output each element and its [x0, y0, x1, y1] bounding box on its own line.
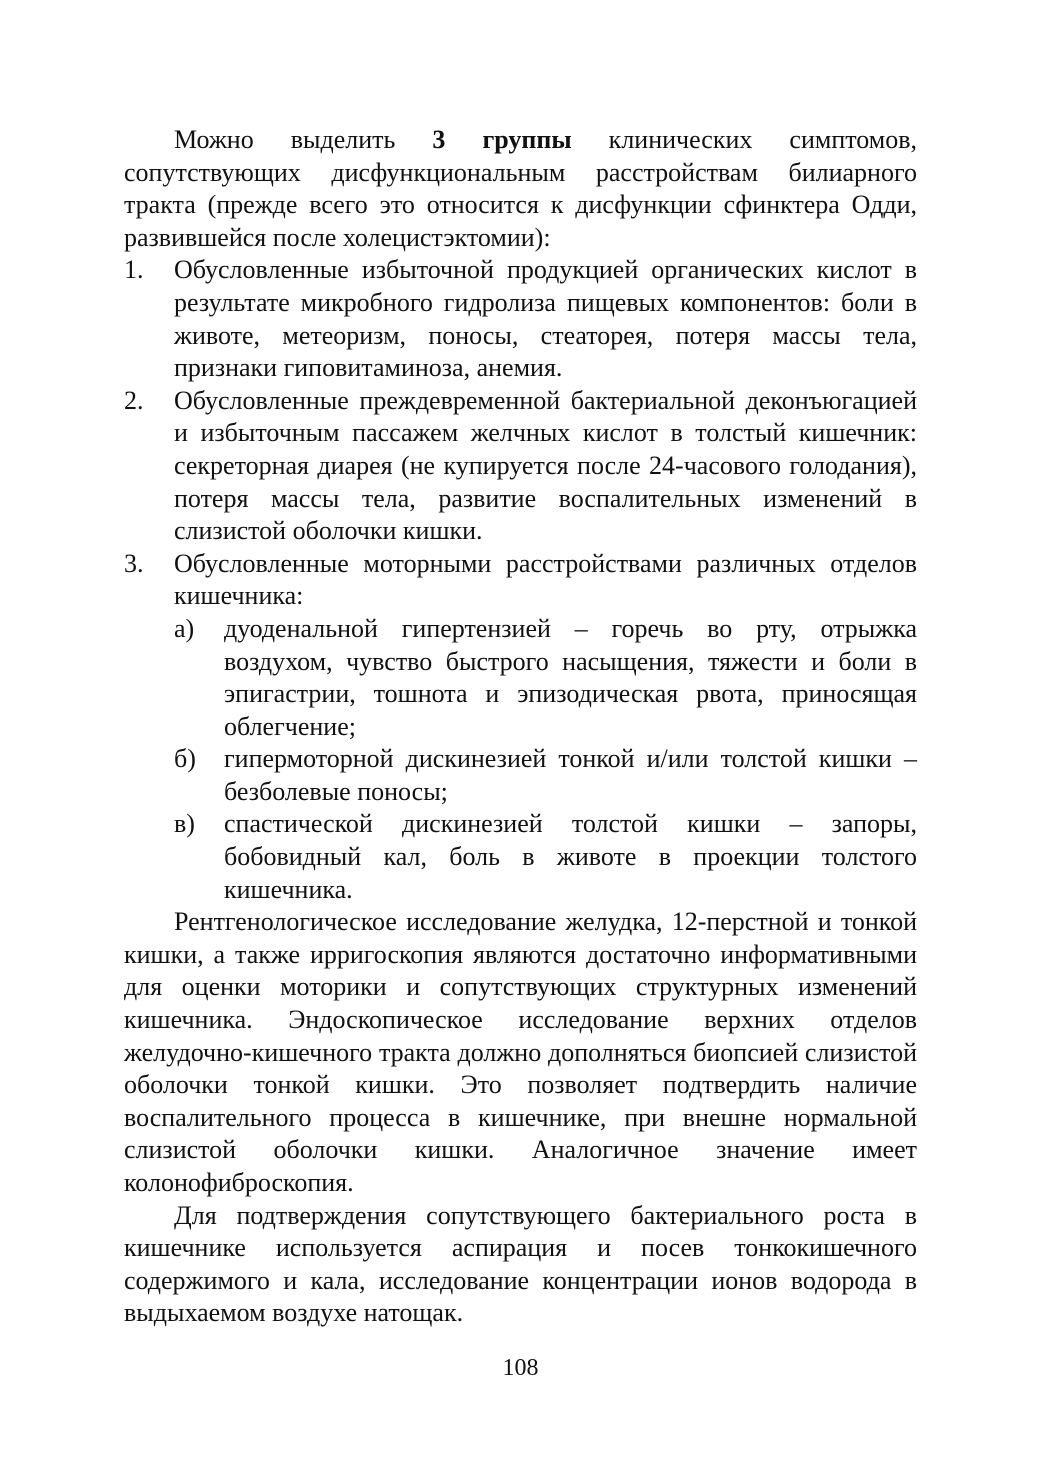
sublist-item-a	[174, 613, 917, 743]
intro-text-start: Можно выделить	[174, 125, 433, 154]
sublist-label: в)	[174, 809, 195, 839]
symptom-group-1	[124, 254, 917, 384]
intro-text-end: клинических симптомов, сопутствующих дисфункциональным расстройствам билиарного тракта (прежде всего это относится к дисфункции сфинктера Одди, развившейся после холецистэктомии):	[124, 125, 917, 252]
list-number: 3.	[124, 548, 144, 578]
symptom-groups-list	[124, 254, 917, 906]
list-item-text: Обусловленные преждевременной бактериальной деконъюгацией и избыточным пассажем желчных кислот в толстый кишечник: секреторная диарея (не купируется после 24-часового голодания), потеря массы тела, развитие воспалительных изменений в слизистой оболочки кишки.	[174, 385, 917, 546]
sublist-item-text: спастической дискинезией толстой кишки – запоры, бобовидный кал, боль в животе в проекции толстого кишечника.	[224, 809, 917, 904]
sublist-item-text: гипермоторной дискинезией тонкой и/или толстой кишки – безболевые поносы;	[224, 744, 917, 806]
list-item-text: Обусловленные избыточной продукцией органических кислот в результате микробного гидролиза пищевых компонентов: боли в животе, метеоризм, поносы, стеаторея, потеря массы тела, признаки гиповитаминоза, анемия.	[174, 255, 917, 383]
symptom-group-2	[124, 385, 917, 548]
sublist-label: а)	[174, 613, 195, 643]
list-number: 1.	[124, 255, 144, 285]
list-number: 2.	[124, 385, 144, 415]
sublist-label: б)	[174, 744, 196, 774]
motor-disorders-sublist	[174, 613, 917, 906]
page-number: 108	[502, 1355, 539, 1381]
xray-paragraph: Рентгенологическое исследование желудка, 12-перстной и тонкой кишки, а также ирригоскопия являются достаточно информативными для оценки моторики и сопутствующих структурных изменений кишечника. Эндоскопическое исследование верхних отделов желудочно-кишечного тракта должно дополняться биопсией слизистой оболочки тонкой кишки. Это позволяет подтвердить наличие воспалительного процесса в кишечнике, при внешне нормальной слизистой оболочки кишки. Аналогичное значение имеет колонофиброскопия.	[124, 907, 917, 1197]
intro-paragraph	[124, 124, 917, 254]
sublist-item-b	[174, 743, 917, 808]
sublist-item-v	[174, 808, 917, 906]
bacterial-paragraph: Для подтверждения сопутствующего бактериального роста в кишечнике используется аспирация и посев тонкокишечного содержимого и кала, исследование концентрации ионов водорода в выдыхаемом воздухе натощак.	[124, 1200, 917, 1328]
page-body	[124, 124, 917, 1330]
sublist-item-text: дуоденальной гипертензией – горечь во рту, отрыжка воздухом, чувство быстрого насыщения, тяжести и боли в эпигастрии, тошнота и эпизодическая рвота, приносящая облегчение;	[224, 613, 917, 741]
symptom-group-3	[124, 548, 917, 907]
intro-bold-groups: 3 группы	[432, 125, 572, 154]
list-item-text: Обусловленные моторными расстройствами различных отделов кишечника:	[174, 548, 917, 611]
